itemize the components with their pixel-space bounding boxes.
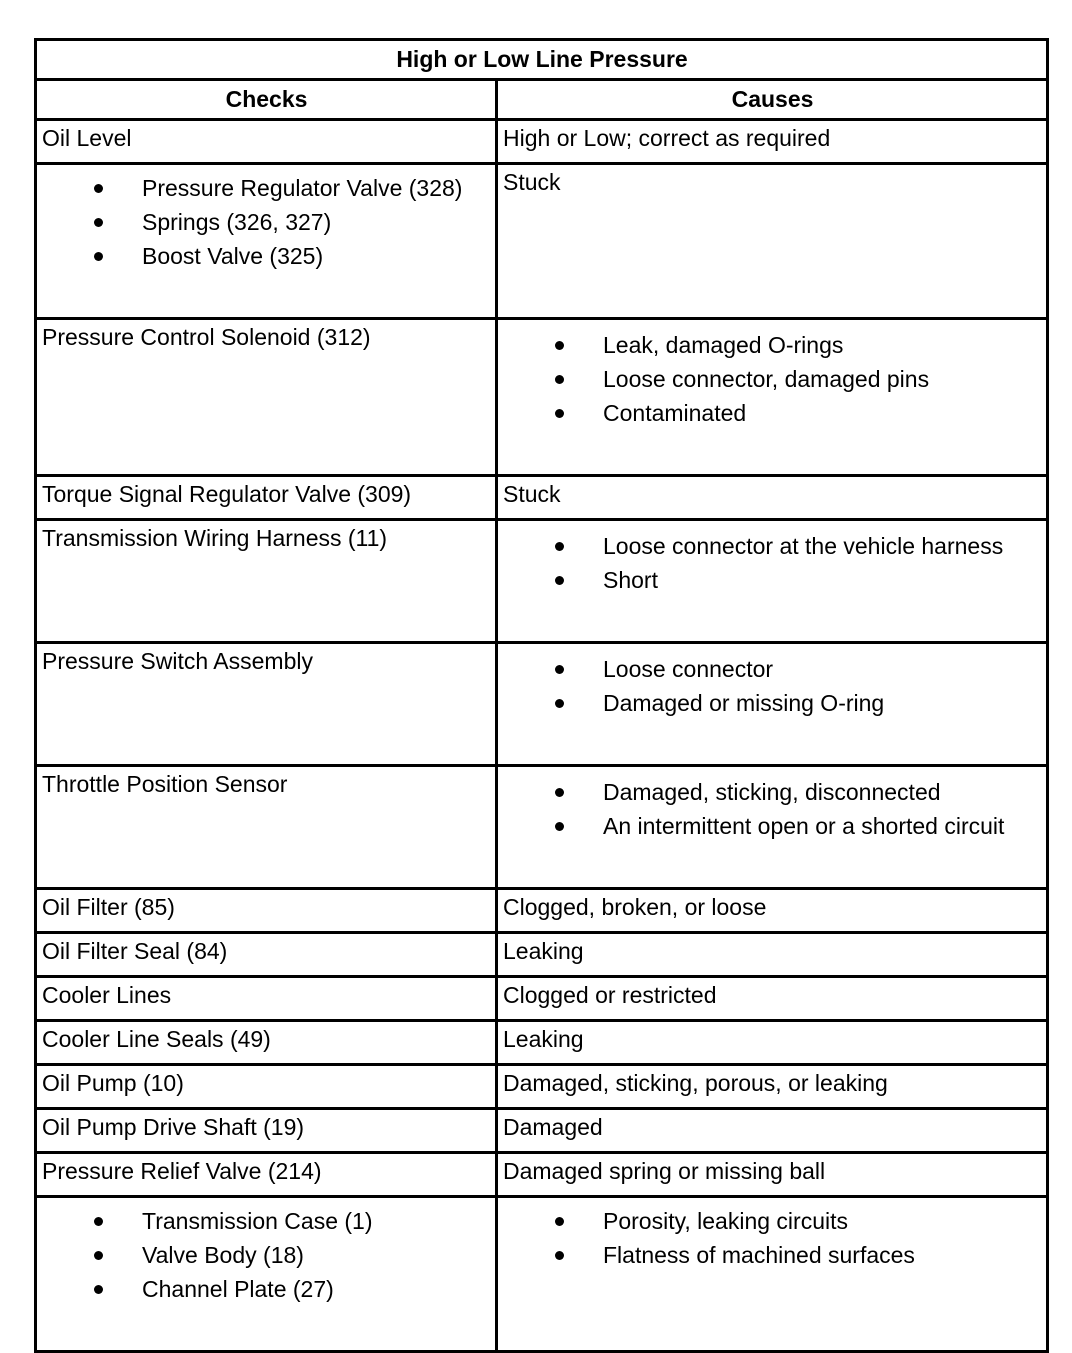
list-item: Leak, damaged O-rings <box>503 328 1042 362</box>
table-row <box>36 643 1048 766</box>
table-row <box>36 1153 1048 1197</box>
table-row <box>36 933 1048 977</box>
table-row <box>36 1109 1048 1153</box>
cause-list <box>503 328 1042 430</box>
cause-cell <box>497 766 1048 889</box>
list-item: Springs (326, 327) <box>42 205 491 239</box>
check-cell: Oil Filter (85) <box>36 889 497 933</box>
cause-list <box>503 775 1042 843</box>
list-item: Loose connector, damaged pins <box>503 362 1042 396</box>
cause-cell: Damaged, sticking, porous, or leaking <box>497 1065 1048 1109</box>
cause-cell <box>497 1197 1048 1352</box>
cause-cell: Leaking <box>497 1021 1048 1065</box>
check-cell: Pressure Control Solenoid (312) <box>36 319 497 476</box>
cause-cell: Damaged <box>497 1109 1048 1153</box>
check-cell: Transmission Wiring Harness (11) <box>36 520 497 643</box>
check-cell <box>36 164 497 319</box>
cause-cell: High or Low; correct as required <box>497 120 1048 164</box>
table-row <box>36 520 1048 643</box>
cause-list <box>503 1204 1042 1272</box>
list-item: Loose connector <box>503 652 1042 686</box>
header-checks: Checks <box>36 80 497 120</box>
list-item: Valve Body (18) <box>42 1238 491 1272</box>
table-title: High or Low Line Pressure <box>36 40 1048 80</box>
check-cell: Cooler Lines <box>36 977 497 1021</box>
list-item: Flatness of machined surfaces <box>503 1238 1042 1272</box>
check-cell: Cooler Line Seals (49) <box>36 1021 497 1065</box>
list-item: An intermittent open or a shorted circuit <box>503 809 1042 843</box>
cause-list <box>503 652 1042 720</box>
title-row <box>36 40 1048 80</box>
check-cell: Oil Filter Seal (84) <box>36 933 497 977</box>
cause-list <box>503 529 1042 597</box>
cause-cell <box>497 520 1048 643</box>
cause-cell: Leaking <box>497 933 1048 977</box>
list-item: Pressure Regulator Valve (328) <box>42 171 491 205</box>
check-list <box>42 1204 491 1306</box>
list-item: Loose connector at the vehicle harness <box>503 529 1042 563</box>
check-cell: Pressure Relief Valve (214) <box>36 1153 497 1197</box>
check-cell: Oil Pump (10) <box>36 1065 497 1109</box>
list-item: Contaminated <box>503 396 1042 430</box>
check-cell: Torque Signal Regulator Valve (309) <box>36 476 497 520</box>
table-row <box>36 889 1048 933</box>
list-item: Channel Plate (27) <box>42 1272 491 1306</box>
header-row <box>36 80 1048 120</box>
list-item: Boost Valve (325) <box>42 239 491 273</box>
check-cell <box>36 1197 497 1352</box>
header-causes: Causes <box>497 80 1048 120</box>
table-row <box>36 120 1048 164</box>
table-row <box>36 164 1048 319</box>
diagnosis-table <box>34 38 1049 1353</box>
table-row <box>36 476 1048 520</box>
cause-cell: Clogged or restricted <box>497 977 1048 1021</box>
list-item: Damaged, sticking, disconnected <box>503 775 1042 809</box>
list-item: Transmission Case (1) <box>42 1204 491 1238</box>
cause-cell: Clogged, broken, or loose <box>497 889 1048 933</box>
cause-cell: Stuck <box>497 164 1048 319</box>
check-cell: Pressure Switch Assembly <box>36 643 497 766</box>
list-item: Porosity, leaking circuits <box>503 1204 1042 1238</box>
check-cell: Oil Pump Drive Shaft (19) <box>36 1109 497 1153</box>
cause-cell <box>497 319 1048 476</box>
table-row <box>36 1197 1048 1352</box>
check-cell: Throttle Position Sensor <box>36 766 497 889</box>
cause-cell: Stuck <box>497 476 1048 520</box>
table-row <box>36 977 1048 1021</box>
list-item: Damaged or missing O-ring <box>503 686 1042 720</box>
cause-cell <box>497 643 1048 766</box>
table-row <box>36 1021 1048 1065</box>
check-cell: Oil Level <box>36 120 497 164</box>
table-row <box>36 1065 1048 1109</box>
check-list <box>42 171 491 273</box>
cause-cell: Damaged spring or missing ball <box>497 1153 1048 1197</box>
list-item: Short <box>503 563 1042 597</box>
table-row <box>36 766 1048 889</box>
table-row <box>36 319 1048 476</box>
